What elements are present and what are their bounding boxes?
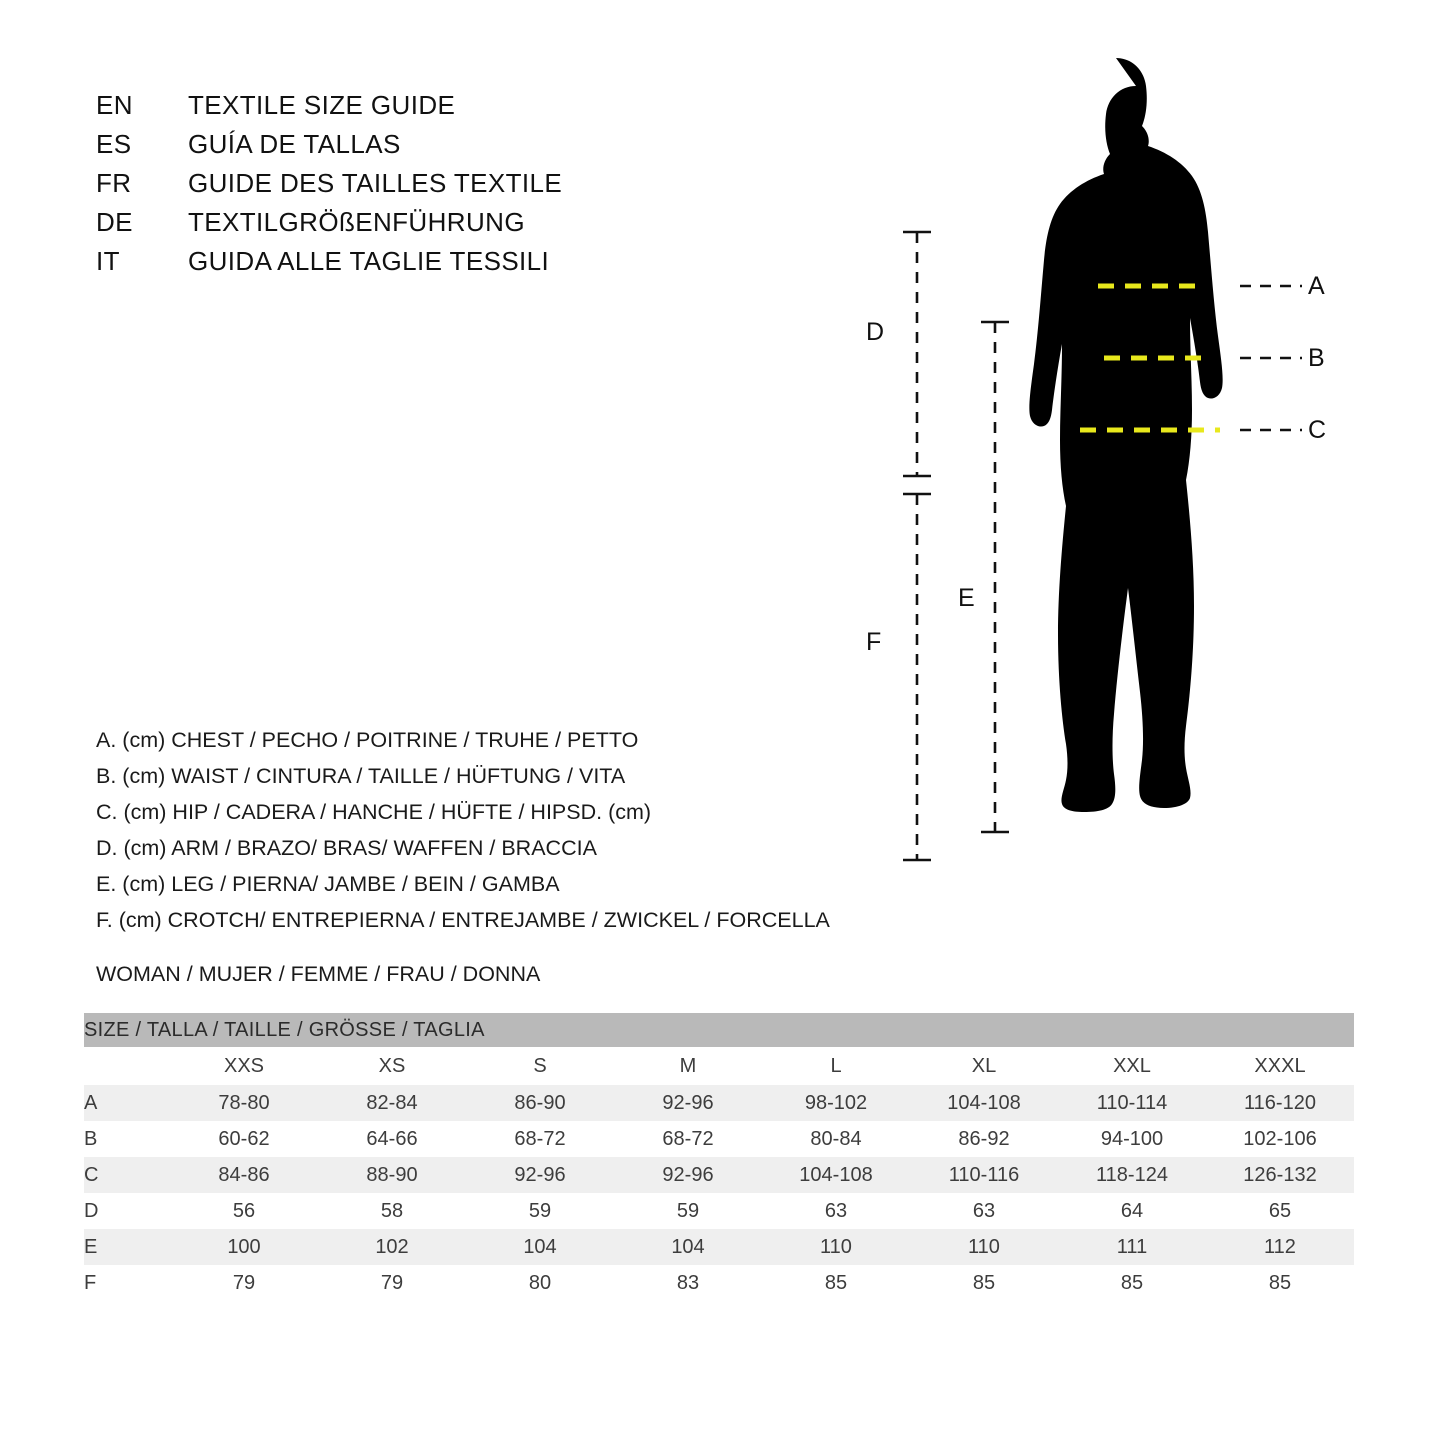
dimension-label-d: D xyxy=(866,318,885,346)
cell-e-xxs: 100 xyxy=(170,1229,318,1265)
title-row-fr xyxy=(96,168,736,207)
cell-d-xxl: 64 xyxy=(1058,1193,1206,1229)
cell-d-xxxl: 65 xyxy=(1206,1193,1354,1229)
cell-e-xxl: 111 xyxy=(1058,1229,1206,1265)
title-row-it xyxy=(96,246,736,285)
title-row-de xyxy=(96,207,736,246)
cell-a-xxl: 110-114 xyxy=(1058,1085,1206,1121)
silhouette-diagram xyxy=(840,50,1400,950)
callout-label-a: A xyxy=(1308,272,1325,300)
size-table xyxy=(84,1013,1354,1301)
cell-c-xs: 88-90 xyxy=(318,1157,466,1193)
cell-c-s: 92-96 xyxy=(466,1157,614,1193)
cell-e-xxxl: 112 xyxy=(1206,1229,1354,1265)
dimension-label-f: F xyxy=(866,628,882,656)
title-lang-en: EN xyxy=(96,90,133,120)
column-header-s: S xyxy=(466,1047,614,1085)
title-row-en xyxy=(96,90,736,129)
cell-b-m: 68-72 xyxy=(614,1121,762,1157)
cell-d-m: 59 xyxy=(614,1193,762,1229)
cell-d-s: 59 xyxy=(466,1193,614,1229)
title-text-fr: GUIDE DES TAILLES TEXTILE xyxy=(188,168,563,198)
title-lang-de: DE xyxy=(96,207,133,237)
column-header-xxs: XXS xyxy=(170,1047,318,1085)
title-block xyxy=(96,90,736,285)
table-row xyxy=(84,1157,1354,1193)
table-row xyxy=(84,1193,1354,1229)
cell-f-s: 80 xyxy=(466,1265,614,1301)
table-row xyxy=(84,1229,1354,1265)
cell-e-l: 110 xyxy=(762,1229,910,1265)
legend-item-f: F. (cm) CROTCH/ ENTREPIERNA / ENTREJAMBE / ZWICKEL / FORCELLA xyxy=(96,908,830,932)
column-header-xs: XS xyxy=(318,1047,466,1085)
cell-f-xl: 85 xyxy=(910,1265,1058,1301)
cell-e-xs: 102 xyxy=(318,1229,466,1265)
dimension-f xyxy=(903,494,931,860)
cell-e-xl: 110 xyxy=(910,1229,1058,1265)
cell-c-l: 104-108 xyxy=(762,1157,910,1193)
legend-item-d: D. (cm) ARM / BRAZO/ BRAS/ WAFFEN / BRACCIA xyxy=(96,836,597,860)
row-label-b: B xyxy=(84,1121,170,1157)
legend-item-c: C. (cm) HIP / CADERA / HANCHE / HÜFTE / HIPSD. (cm) xyxy=(96,800,652,824)
title-text-es: GUÍA DE TALLAS xyxy=(188,129,401,159)
measurement-figure xyxy=(840,50,1400,950)
legend-block xyxy=(96,722,896,938)
column-header-m: M xyxy=(614,1047,762,1085)
cell-f-l: 85 xyxy=(762,1265,910,1301)
row-label-c: C xyxy=(84,1157,170,1193)
cell-d-xl: 63 xyxy=(910,1193,1058,1229)
title-lang-fr: FR xyxy=(96,168,132,198)
title-lang-it: IT xyxy=(96,246,120,276)
title-text-de: TEXTILGRÖßENFÜHRUNG xyxy=(188,207,525,237)
column-header-xl: XL xyxy=(910,1047,1058,1085)
row-label-f: F xyxy=(84,1265,170,1301)
cell-a-s: 86-90 xyxy=(466,1085,614,1121)
cell-e-m: 104 xyxy=(614,1229,762,1265)
callout-label-b: B xyxy=(1308,344,1325,372)
gender-label: WOMAN / MUJER / FEMME / FRAU / DONNA xyxy=(96,962,541,986)
row-label-d: D xyxy=(84,1193,170,1229)
row-label-e: E xyxy=(84,1229,170,1265)
cell-f-xxxl: 85 xyxy=(1206,1265,1354,1301)
legend-item-b: B. (cm) WAIST / CINTURA / TAILLE / HÜFTUNG / VITA xyxy=(96,764,626,788)
column-header-blank xyxy=(84,1047,170,1085)
callout-leaders xyxy=(1240,286,1302,430)
cell-e-s: 104 xyxy=(466,1229,614,1265)
column-header-xxxl: XXXL xyxy=(1206,1047,1354,1085)
title-text-it: GUIDA ALLE TAGLIE TESSILI xyxy=(188,246,550,276)
cell-a-xl: 104-108 xyxy=(910,1085,1058,1121)
callout-label-c: C xyxy=(1308,416,1327,444)
cell-b-xxxl: 102-106 xyxy=(1206,1121,1354,1157)
cell-c-xxxl: 126-132 xyxy=(1206,1157,1354,1193)
table-header-row xyxy=(84,1047,1354,1085)
cell-c-xl: 110-116 xyxy=(910,1157,1058,1193)
cell-c-m: 92-96 xyxy=(614,1157,762,1193)
cell-b-l: 80-84 xyxy=(762,1121,910,1157)
legend-item-a: A. (cm) CHEST / PECHO / POITRINE / TRUHE / PETTO xyxy=(96,728,639,752)
cell-c-xxl: 118-124 xyxy=(1058,1157,1206,1193)
legend-item-e: E. (cm) LEG / PIERNA/ JAMBE / BEIN / GAMBA xyxy=(96,872,560,896)
column-header-l: L xyxy=(762,1047,910,1085)
cell-d-xs: 58 xyxy=(318,1193,466,1229)
cell-b-xs: 64-66 xyxy=(318,1121,466,1157)
cell-b-xxl: 94-100 xyxy=(1058,1121,1206,1157)
table-row xyxy=(84,1085,1354,1121)
cell-f-xxl: 85 xyxy=(1058,1265,1206,1301)
cell-f-xs: 79 xyxy=(318,1265,466,1301)
dimension-label-e: E xyxy=(958,584,975,612)
cell-a-l: 98-102 xyxy=(762,1085,910,1121)
column-header-xxl: XXL xyxy=(1058,1047,1206,1085)
cell-a-m: 92-96 xyxy=(614,1085,762,1121)
cell-a-xxxl: 116-120 xyxy=(1206,1085,1354,1121)
title-text-en: TEXTILE SIZE GUIDE xyxy=(188,90,456,120)
title-row-es xyxy=(96,129,736,168)
row-label-a: A xyxy=(84,1085,170,1121)
dimension-e xyxy=(981,322,1009,832)
cell-b-xl: 86-92 xyxy=(910,1121,1058,1157)
cell-d-l: 63 xyxy=(762,1193,910,1229)
cell-c-xxs: 84-86 xyxy=(170,1157,318,1193)
cell-f-m: 83 xyxy=(614,1265,762,1301)
cell-b-xxs: 60-62 xyxy=(170,1121,318,1157)
title-lang-es: ES xyxy=(96,129,132,159)
dimension-d xyxy=(903,232,931,476)
cell-a-xxs: 78-80 xyxy=(170,1085,318,1121)
table-row xyxy=(84,1265,1354,1301)
table-caption-row xyxy=(84,1013,1354,1047)
cell-b-s: 68-72 xyxy=(466,1121,614,1157)
cell-a-xs: 82-84 xyxy=(318,1085,466,1121)
woman-silhouette-icon xyxy=(1029,58,1222,812)
table-caption: SIZE / TALLA / TAILLE / GRÖSSE / TAGLIA xyxy=(84,1013,1354,1047)
cell-f-xxs: 79 xyxy=(170,1265,318,1301)
table-row xyxy=(84,1121,1354,1157)
cell-d-xxs: 56 xyxy=(170,1193,318,1229)
dimension-lines xyxy=(903,232,1009,860)
